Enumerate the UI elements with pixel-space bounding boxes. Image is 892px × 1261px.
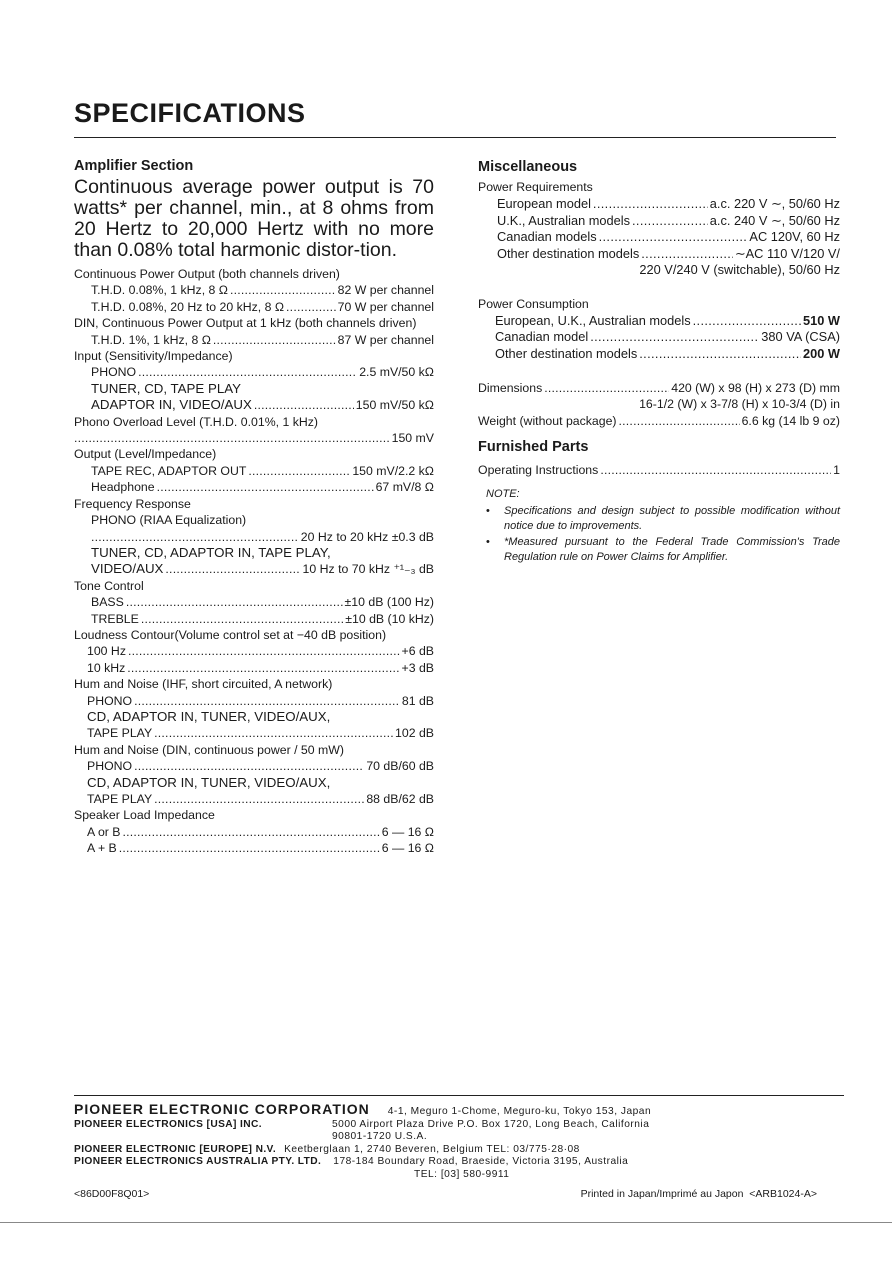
spec-label: VIDEO/AUX (91, 561, 164, 577)
footer-divider (74, 1095, 844, 1096)
spec-row (74, 463, 434, 479)
spec-label: European, U.K., Australian models (495, 312, 691, 328)
spec-value: 16-1/2 (W) x 3-7/8 (H) x 10-3/4 (D) in (639, 397, 840, 412)
spec-row (478, 329, 840, 345)
company-address: 4-1, Meguro 1-Chome, Meguro-ku, Tokyo 153, Japan (387, 1106, 652, 1117)
spec-value: ∼AC 110 V/120 V/ (734, 245, 840, 261)
spec-label: TUNER, CD, ADAPTOR IN, TAPE PLAY, (91, 544, 331, 560)
note-text: *Measured pursuant to the Federal Trade Commission's Trade Regulation rule on Power Claims for Amplifier. (504, 535, 840, 563)
spec-label: PHONO (91, 365, 137, 380)
spec-label: 10 kHz (87, 660, 126, 675)
spec-value: 81 dB (401, 693, 434, 708)
amplifier-heading: Amplifier Section (74, 158, 194, 174)
part-number: <ARB1024-A> (749, 1188, 817, 1200)
spec-label: T.H.D. 1%, 1 kHz, 8 Ω (91, 332, 211, 347)
spec-value: 87 W per channel (337, 332, 434, 347)
spec-label: Other destination models (495, 345, 638, 361)
din-heading: DIN, Continuous Power Output at 1 kHz (both channels driven) (74, 316, 417, 331)
spec-value: a.c. 220 V ∼, 50/60 Hz (709, 196, 840, 212)
spec-value: 67 mV/8 Ω (375, 480, 434, 495)
spec-label: CD, ADAPTOR IN, TUNER, VIDEO/AUX, (87, 708, 331, 724)
footer-row (74, 1131, 854, 1144)
spec-label: PHONO (87, 693, 133, 708)
amplifier-section (74, 156, 434, 857)
footer-row (74, 1156, 854, 1169)
spec-label: TAPE REC, ADAPTOR OUT (91, 463, 247, 478)
spec-value: 420 (W) x 98 (H) x 273 (D) mm (671, 381, 840, 396)
cpo-heading: Continuous Power Output (both channels driven) (74, 267, 340, 281)
spec-value: AC 120V, 60 Hz (749, 229, 840, 245)
tone-heading: Tone Control (74, 578, 144, 593)
spec-value: 510 W (803, 312, 840, 328)
footer-row (74, 1169, 854, 1182)
footer-row (74, 1144, 854, 1157)
spec-label: TREBLE (91, 611, 139, 626)
spec-value: 150 mV/2.2 kΩ (352, 463, 434, 478)
overload-heading: Phono Overload Level (T.H.D. 0.01%, 1 kHz) (74, 414, 318, 429)
spec-value: 150 mV/50 kΩ (355, 398, 434, 413)
bullet-icon: • (486, 535, 490, 548)
spec-value: 200 W (803, 345, 840, 361)
spec-value: 10 Hz to 70 kHz ⁺¹₋₃ dB (302, 562, 434, 577)
company-footer (74, 1103, 854, 1181)
spec-label: T.H.D. 0.08%, 1 kHz, 8 Ω (91, 283, 228, 298)
page-edge-line (0, 1222, 892, 1223)
spec-label: Weight (without package) (478, 413, 617, 428)
spec-value: +3 dB (401, 660, 434, 675)
spec-value: 70 dB/60 dB (366, 759, 434, 774)
spec-row (478, 196, 840, 212)
spec-value: 6 — 16 Ω (381, 824, 434, 839)
spec-row (478, 246, 840, 262)
hum-ihf-heading: Hum and Noise (IHF, short circuited, A network) (74, 677, 333, 692)
spec-value: 102 dB (395, 726, 434, 741)
spec-value: 150 mV (391, 431, 434, 446)
spec-label: ADAPTOR IN, VIDEO/AUX (91, 397, 252, 413)
spec-row (74, 660, 434, 676)
spec-row (74, 824, 434, 840)
spec-label: TAPE PLAY (87, 726, 153, 741)
output-heading: Output (Level/Impedance) (74, 447, 217, 462)
note-item (478, 504, 840, 534)
spec-value: 1 (833, 462, 840, 477)
print-note (581, 1188, 817, 1200)
spec-row (74, 725, 434, 741)
spec-value: 6 — 16 Ω (381, 841, 434, 856)
top-divider (74, 137, 836, 138)
spec-row (74, 479, 434, 495)
loudness-heading: Loudness Contour(Volume control set at −40 dB position) (74, 627, 387, 642)
input-heading: Input (Sensitivity/Impedance) (74, 349, 233, 364)
spec-label: 100 Hz (87, 644, 126, 659)
spec-value: +6 dB (401, 644, 434, 659)
company-address: 178-184 Boundary Road, Braeside, Victoria 3195, Australia (333, 1156, 629, 1167)
power-req-heading: Power Requirements (478, 180, 593, 194)
spec-row (74, 693, 434, 709)
spec-label: Operating Instructions (478, 462, 599, 477)
spec-row (74, 299, 434, 315)
doc-code: <86D00F8Q01> (74, 1188, 150, 1200)
spec-row (74, 397, 434, 413)
misc-section (478, 157, 840, 565)
spec-value: ±10 dB (100 Hz) (344, 595, 434, 610)
note-text: Specifications and design subject to possible modification without notice due to improvements. (504, 504, 840, 532)
spec-row (74, 758, 434, 774)
page-title: SPECIFICATIONS (74, 98, 306, 128)
company-address: TEL: [03] 580-9911 (414, 1168, 510, 1180)
spec-label: U.K., Australian models (497, 212, 631, 228)
spec-row (74, 332, 434, 348)
spec-value: a.c. 240 V ∼, 50/60 Hz (709, 212, 840, 228)
freq-heading: Frequency Response (74, 496, 191, 511)
spec-row (478, 380, 840, 396)
spec-row (478, 313, 840, 329)
spec-row (74, 840, 434, 856)
spec-row (74, 282, 434, 298)
note-item (478, 535, 840, 565)
note-heading: NOTE: (486, 488, 520, 501)
misc-heading: Miscellaneous (478, 159, 578, 175)
spec-row (478, 229, 840, 245)
spec-label: Canadian model (495, 329, 589, 345)
spec-value: 20 Hz to 20 kHz ±0.3 dB (300, 529, 434, 544)
power-output-statement: Continuous average power output is 70 watts* per channel, min., at 8 ohms from 20 Hertz to 20,000 Hertz with no more than 0.08% total harmonic distor-tion. (74, 176, 434, 261)
spec-value: 220 V/240 V (switchable), 50/60 Hz (639, 262, 840, 278)
hum-din-heading: Hum and Noise (DIN, continuous power / 50 mW) (74, 742, 344, 757)
spec-row (478, 462, 840, 478)
printed-in: Printed in Japan/Imprimé au Japon (580, 1188, 744, 1200)
furnished-heading: Furnished Parts (478, 439, 589, 456)
spec-label: BASS (91, 595, 124, 610)
spec-row (478, 346, 840, 362)
spec-row (74, 529, 434, 545)
spec-value: 2.5 mV/50 kΩ (359, 365, 434, 380)
spec-row (74, 643, 434, 659)
spec-label: Headphone (91, 480, 155, 495)
company-name: PIONEER ELECTRONICS [USA] INC. (74, 1118, 263, 1130)
company-address: 90801-1720 U.S.A. (332, 1131, 428, 1142)
spec-row (74, 561, 434, 577)
spec-row (74, 791, 434, 807)
speaker-heading: Speaker Load Impedance (74, 808, 215, 823)
print-info (74, 1188, 817, 1200)
consumption-heading: Power Consumption (478, 297, 589, 312)
spec-row (74, 364, 434, 380)
bullet-icon: • (486, 504, 490, 517)
spec-label: T.H.D. 0.08%, 20 Hz to 20 kHz, 8 Ω (91, 299, 285, 314)
spec-value: 82 W per channel (337, 283, 434, 298)
company-name: PIONEER ELECTRONIC [EUROPE] N.V. (74, 1143, 277, 1155)
spec-label: TUNER, CD, TAPE PLAY (91, 380, 241, 396)
spec-value: 88 dB/62 dB (366, 792, 434, 806)
spec-label: Other destination models (497, 245, 640, 261)
footer-row (74, 1103, 854, 1119)
spec-label: Canadian models (497, 229, 597, 245)
spec-value: ±10 dB (10 kHz) (345, 611, 434, 626)
spec-label: TAPE PLAY (87, 792, 153, 806)
spec-value: 6.6 kg (14 lb 9 oz) (741, 413, 840, 428)
spec-label: Dimensions (478, 381, 543, 396)
spec-row (74, 611, 434, 627)
spec-label: PHONO (RIAA Equalization) (91, 513, 247, 528)
spec-label: PHONO (87, 759, 133, 774)
spec-label: European model (497, 196, 591, 212)
company-address: 5000 Airport Plaza Drive P.O. Box 1720, Long Beach, California (332, 1118, 650, 1130)
spec-label: A or B (87, 824, 121, 839)
spec-row (478, 213, 840, 229)
company-address: Keetberglaan 1, 2740 Beveren, Belgium TEL: 03/775·28·08 (284, 1143, 580, 1155)
spec-label: CD, ADAPTOR IN, TUNER, VIDEO/AUX, (87, 774, 331, 790)
footer-row (74, 1119, 854, 1132)
spec-row (74, 594, 434, 610)
spec-row (74, 430, 434, 446)
spec-value: 70 W per channel (337, 299, 434, 314)
spec-row (478, 413, 840, 429)
company-name: PIONEER ELECTRONIC CORPORATION (74, 1101, 370, 1117)
spec-value: 380 VA (CSA) (761, 329, 840, 345)
spec-label: A + B (87, 841, 117, 856)
company-name: PIONEER ELECTRONICS AUSTRALIA PTY. LTD. (74, 1156, 322, 1167)
